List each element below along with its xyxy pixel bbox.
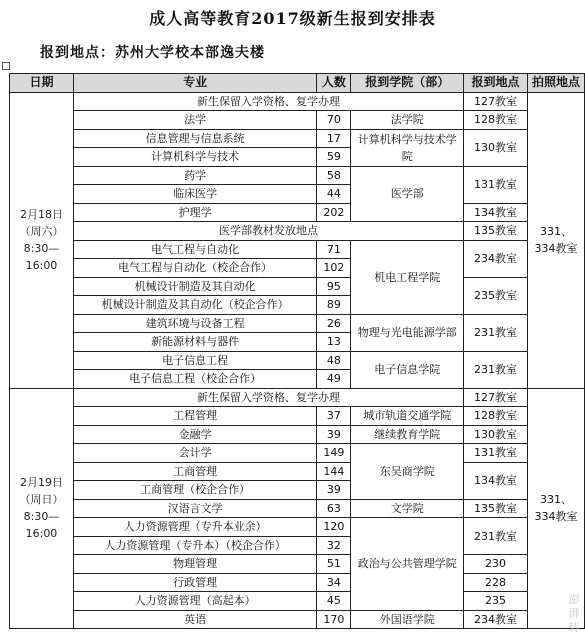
count-cell: 58 [317,166,351,185]
photo-location-day1: 331、334教室 [528,92,585,388]
table-row [10,277,585,296]
header-room: 报到地点 [464,74,528,93]
table-row [10,92,585,111]
major-cell: 人力资源管理（专升本）（校企合作） [73,536,316,555]
table-row [10,314,585,333]
major-cell: 建筑环境与设备工程 [73,314,316,333]
section-readmission-label: 新生保留入学资格、复学办理 [73,388,463,407]
date-line: 2月19日 [19,476,63,490]
count-cell: 26 [317,314,351,333]
college-cell: 机电工程学院 [351,240,464,314]
header-row [10,74,585,93]
major-cell: 人力资源管理（高起本） [73,592,316,611]
major-cell: 行政管理 [73,573,316,592]
weekday-line: （周六） [19,225,64,238]
count-cell: 51 [317,555,351,574]
room-cell: 134教室 [464,462,528,499]
table-row [10,388,585,407]
count-cell: 170 [317,610,351,629]
schedule-table [9,73,585,629]
major-cell: 汉语言文学 [73,499,316,518]
table-row [10,425,585,444]
room-cell: 231教室 [464,518,528,555]
table-row [10,129,585,148]
table-row [10,240,585,259]
major-cell: 电子信息工程 [73,351,316,370]
major-cell: 法学 [73,111,316,130]
count-cell: 70 [317,111,351,130]
table-move-handle[interactable] [2,62,10,70]
college-cell: 东吴商学院 [351,444,464,500]
major-cell: 电子信息工程（校企合作） [73,370,316,389]
count-cell: 34 [317,573,351,592]
college-cell: 医学部 [351,166,464,222]
count-cell: 95 [317,277,351,296]
document-title: 成人高等教育2017级新生报到安排表 [149,9,436,28]
weekday-line: （周日） [19,493,64,507]
count-cell: 202 [317,203,351,222]
photo-location-day2: 331、334教室 [528,388,585,629]
major-cell: 机械设计制造及其自动化 [73,277,316,296]
table-row [10,111,585,130]
major-cell: 电气工程与自动化 [73,240,316,259]
count-cell: 89 [317,296,351,315]
table-row [10,610,585,629]
time-end-line: 16:00 [25,527,58,541]
room-cell: 230 [464,555,528,574]
major-cell: 会计学 [73,444,316,463]
major-cell: 金融学 [73,425,316,444]
header-count: 人数 [317,74,351,93]
major-cell: 信息管理与信息系统 [73,129,316,148]
count-cell: 37 [317,407,351,426]
room-cell: 130教室 [464,425,528,444]
header-photo: 拍照地点 [528,74,585,93]
college-cell: 电子信息学院 [351,351,464,388]
major-cell: 临床医学 [73,185,316,204]
major-cell: 计算机科学与技术 [73,148,316,167]
section-room: 127教室 [464,92,528,111]
major-cell: 新能源材料与器件 [73,333,316,352]
count-cell: 39 [317,425,351,444]
major-cell: 工程管理 [73,407,316,426]
date-cell-day2 [10,388,74,629]
count-cell: 44 [317,185,351,204]
registration-location: 报到地点：苏州大学校本部逸夫楼 [40,45,265,61]
major-cell: 英语 [73,610,316,629]
room-cell: 131教室 [464,166,528,203]
college-cell: 政治与公共管理学院 [351,518,464,611]
major-cell: 物理管理 [73,555,316,574]
count-cell: 48 [317,351,351,370]
college-cell: 城市轨道交通学院 [351,407,464,426]
table-row [10,462,585,481]
college-cell: 文学院 [351,499,464,518]
room-cell: 228 [464,573,528,592]
textbook-distribution-cell: 医学部教材发放地点 [73,222,463,241]
date-cell-day1 [10,92,74,388]
college-cell: 外国语学院 [351,610,464,629]
count-cell: 149 [317,444,351,463]
table-row [10,518,585,537]
table-row [10,166,585,185]
major-cell: 人力资源管理（专升本业余） [73,518,316,537]
table-row [10,203,585,222]
header-date: 日期 [10,74,74,93]
room-cell: 134教室 [464,203,528,222]
major-cell: 护理学 [73,203,316,222]
college-cell: 继续教育学院 [351,425,464,444]
table-row [10,407,585,426]
table-row [10,573,585,592]
count-cell: 71 [317,240,351,259]
time-start-line: 8:30— [23,510,60,524]
room-cell: 135教室 [464,499,528,518]
table-row [10,592,585,611]
section-room: 127教室 [464,388,528,407]
room-cell: 234教室 [464,240,528,277]
major-cell: 药学 [73,166,316,185]
college-cell: 法学院 [351,111,464,130]
major-cell: 工商管理（校企合作） [73,481,316,500]
major-cell: 机械设计制造及其自动化（校企合作） [73,296,316,315]
count-cell: 49 [317,370,351,389]
count-cell: 102 [317,259,351,278]
count-cell: 144 [317,462,351,481]
header-college: 报到学院（部） [351,74,464,93]
room-cell: 135教室 [464,222,528,241]
time-start-line: 8:30— [23,242,60,255]
major-cell: 电气工程与自动化（校企合作） [73,259,316,278]
table-row [10,222,585,241]
room-cell: 128教室 [464,407,528,426]
count-cell: 59 [317,148,351,167]
count-cell: 32 [317,536,351,555]
count-cell: 45 [317,592,351,611]
count-cell: 39 [317,481,351,500]
section-readmission-label: 新生保留入学资格、复学办理 [73,92,463,111]
header-major: 专业 [73,74,316,93]
count-cell: 120 [317,518,351,537]
major-cell: 工商管理 [73,462,316,481]
college-cell: 计算机科学与技术学院 [351,129,464,166]
table-row [10,555,585,574]
watermark: 澎湃转 [568,593,580,634]
room-cell: 235教室 [464,277,528,314]
college-cell: 物理与光电能源学部 [351,314,464,351]
room-cell: 231教室 [464,314,528,351]
date-line: 2月18日 [19,208,63,221]
room-cell: 234教室 [464,610,528,629]
count-cell: 17 [317,129,351,148]
room-cell: 231教室 [464,351,528,388]
table-row [10,499,585,518]
room-cell: 130教室 [464,129,528,166]
time-end-line: 16:00 [25,259,58,272]
table-row [10,444,585,463]
room-cell: 128教室 [464,111,528,130]
count-cell: 13 [317,333,351,352]
room-cell: 131教室 [464,444,528,463]
room-cell: 235 [464,592,528,611]
table-row [10,351,585,370]
count-cell: 63 [317,499,351,518]
